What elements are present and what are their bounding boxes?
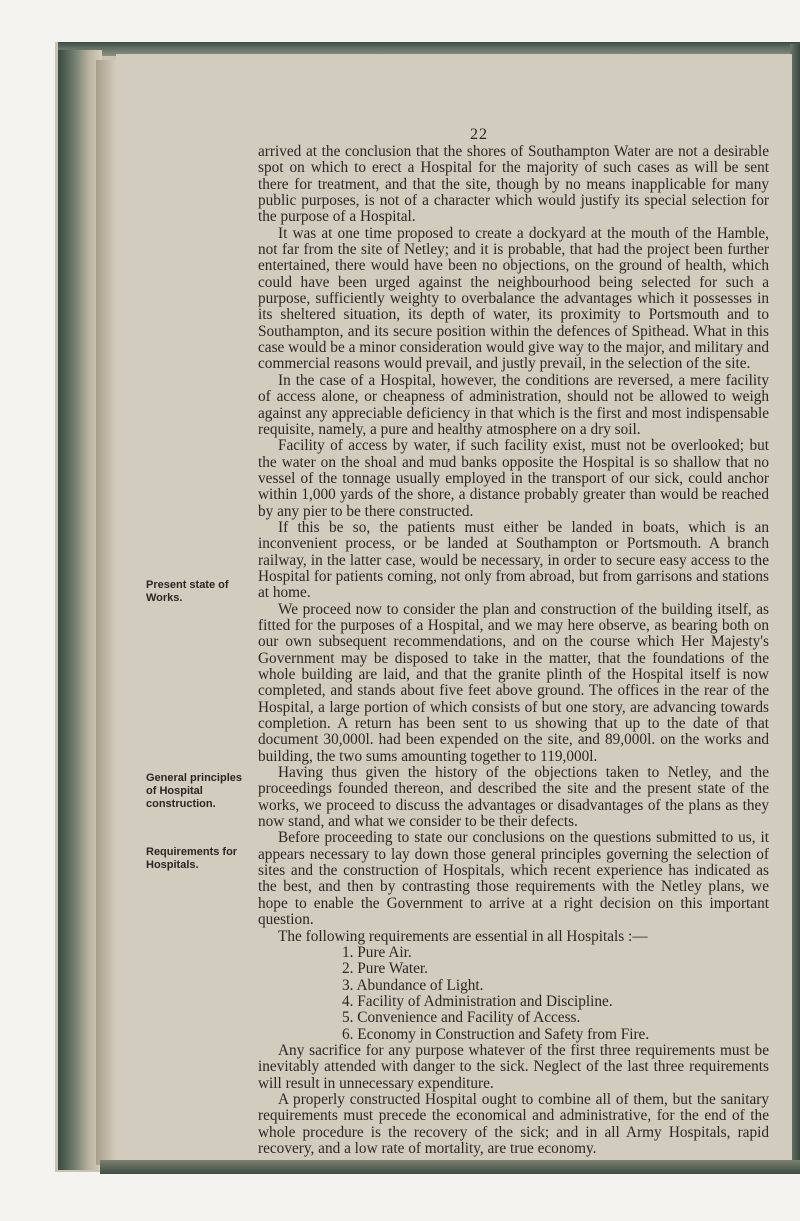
requirements-list: [258, 945, 769, 1043]
body-text: [258, 144, 769, 1157]
margin-note-general-principles: General principles of Hospital construction.: [146, 772, 242, 810]
margin-note-present-state: Present state of Works.: [146, 579, 229, 604]
paragraph: It was at one time proposed to create a dockyard at the mouth of the Hamble, not far from the site of Netley; and it is probable, that had the project been further entertained, there would have been no objections, on the ground of health, which could have been urged against the neighbourhood being selected for such a purpose, sufficiently weighty to overbalance the advantages which it possesses in its sheltered situation, its depth of water, its proximity to Portsmouth and to Southampton, and its secure position within the defences of Spithead. What in this case would be a minor consideration would give way to the major, and military and commercial reasons would prevail, and justly prevail, in the selection of the site.: [258, 224, 769, 373]
paragraph: We proceed now to consider the plan and construction of the building itself, as fitted for the purposes of a Hospital, and we may here observe, as bearing both on our own subsequent recommendations, and on the course which Her Majesty's Government may be disposed to take in the matter, that the foundations of the whole building are laid, and that the granite plinth of the Hospital itself is now completed, and stands about five feet above ground. The offices in the rear of the Hospital, a large portion of which consists of but one story, are advancing towards completion. A return has been sent to us showing that up to the date of that document 30,000l. had been expended on the site, and 89,000l. on the works and building, the two sums amounting together to 119,000l.: [258, 600, 769, 765]
paragraph: Having thus given the history of the objections taken to Netley, and the proceedings founded thereon, and described the site and the present state of the works, we proceed to discuss the advantages or disadvantages of the plans as they now stand, and what we consider to be their defects.: [258, 764, 769, 831]
paragraph: The following requirements are essential in all Hospitals :—: [278, 927, 648, 945]
paragraph: In the case of a Hospital, however, the conditions are reversed, a mere facility of access alone, or cheapness of administration, should not be allowed to weigh against any appreciable deficiency in that which is the first and most indispensable requisite, namely, a pure and healthy atmosphere on a dry soil.: [258, 371, 769, 438]
margin-note-requirements: Requirements for Hospitals.: [146, 846, 238, 871]
requirement-item: 3. Abundance of Light.: [342, 976, 484, 994]
requirement-item: 5. Convenience and Facility of Access.: [342, 1009, 581, 1027]
paragraph: arrived at the conclusion that the shores of Southampton Water are not a desirable spot on which to erect a Hospital for the majority of such cases as will be sent there for treatment, and that the site, though by no means inapplicable for many public purposes, is not of a character which would justify its special selection for the purpose of a Hospital.: [258, 143, 769, 226]
paragraph: Any sacrifice for any purpose whatever of the first three requirements must be inevitably attended with danger to the sick. Neglect of the last three requirements will result in unnecessary expenditure.: [258, 1041, 769, 1092]
paragraph: Before proceeding to state our conclusions on the questions submitted to us, it appears necessary to lay down those general principles governing the selection of sites and the construction of Hospitals, which recent experience has indicated as the best, and then by contrasting those requirements with the Netley plans, we hope to enable the Government to arrive at a right decision on this important question.: [258, 829, 769, 929]
paragraph: If this be so, the patients must either be landed in boats, which is an inconvenient process, or be landed at Southampton or Portsmouth. A branch railway, in the latter case, would be necessary, in order to secure easy access to the Hospital for patients coming, not only from abroad, but from garrisons and stations at home.: [258, 518, 769, 602]
requirement-item: 1. Pure Air.: [342, 943, 412, 961]
page-gutter: [96, 60, 118, 1165]
requirement-item: 4. Facility of Administration and Discipline.: [342, 992, 613, 1010]
book-bottom-edge: [100, 1160, 800, 1174]
page-number: 22: [470, 126, 488, 143]
requirement-item: 6. Economy in Construction and Safety from Fire.: [342, 1025, 650, 1043]
requirement-item: 2. Pure Water.: [342, 960, 428, 978]
paragraph: A properly constructed Hospital ought to combine all of them, but the sanitary requirements must precede the economical and administrative, for the end of the whole procedure is the recovery of the sick; and in all Army Hospitals, rapid recovery, and a low rate of mortality, are true economy.: [258, 1090, 769, 1157]
paragraph: Facility of access by water, if such facility exist, must not be overlooked; but the water on the shoal and mud banks opposite the Hospital is so shallow that no vessel of the tonnage usually employed in the transport of our sick, could anchor within 1,000 yards of the shore, a distance probably greater than would be reached by any pier to be there constructed.: [258, 437, 769, 520]
